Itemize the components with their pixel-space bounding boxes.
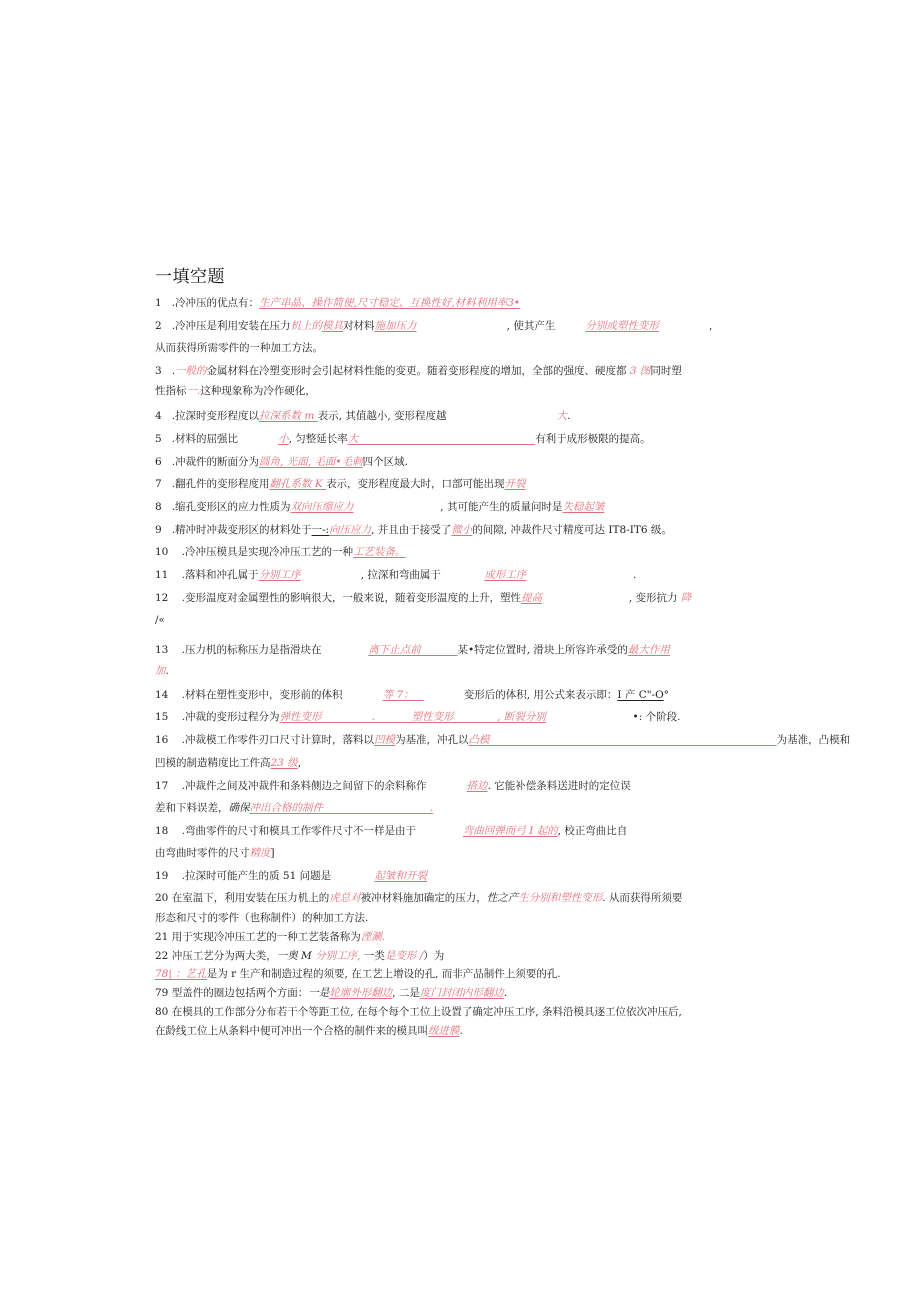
question-text: 20 在室温下，利用安装在压力机上的: [155, 892, 330, 904]
question-text: .: [165, 665, 169, 677]
question-line: [155, 613, 165, 627]
question-line: [155, 664, 169, 678]
question-text: 18 .弯曲零件的尺寸和模具工作零件尺寸不一样是由于: [155, 825, 463, 837]
question-line: [155, 688, 669, 702]
question-line: [155, 1005, 682, 1019]
question-text: 11 .落料和冲孔属于: [155, 569, 259, 581]
handwritten-answer: 圆角, 光面, 毛面•毛刺: [259, 456, 363, 468]
handwritten-answer: 提高: [521, 592, 543, 604]
question-text: 的间隙, 冲裁件尺寸精度可达 IT8-IT6 级。: [472, 524, 672, 536]
question-text: 同时塑: [650, 365, 682, 377]
question-text: 79 型盖件的圈边包括两个方面：: [155, 987, 309, 999]
handwritten-answer: 分别工序,: [315, 950, 361, 962]
question-line: [155, 455, 408, 469]
question-text: 表示, 其值越小, 变形程度越: [317, 410, 557, 422]
italic-text: 一是: [308, 987, 330, 999]
handwritten-answer: 弯曲回弹而弓 I 起的: [462, 825, 558, 837]
handwritten-answer: 一般的: [175, 365, 207, 377]
handwritten-answer: 分别工序: [258, 569, 301, 581]
question-text: 10 .冷冲压模具是实现冷冲压工艺的一种: [155, 546, 354, 558]
handwritten-answer: 轮廓外形翻边: [329, 987, 393, 999]
question-line: [155, 911, 368, 925]
question-line: [155, 477, 526, 491]
question-text: •: 个阶段.: [545, 711, 681, 723]
question-text: 性指标: [155, 385, 187, 397]
question-text: 由弯曲时零件的尺寸: [155, 847, 250, 859]
handwritten-answer: 起皱和开裂: [374, 870, 427, 882]
question-line: [155, 432, 651, 446]
question-line: [155, 891, 682, 905]
handwritten-answer: 双向压缩应力: [290, 501, 354, 513]
question-text: 四个区域.: [362, 456, 408, 468]
handwritten-answer: 大: [347, 433, 536, 445]
underlined-text: 一-:: [311, 524, 330, 536]
question-text: 9 .精冲时冲裁变形区的材料处于: [155, 524, 312, 536]
question-line: [155, 779, 631, 793]
handwritten-answer: 级进膜: [428, 1025, 460, 1037]
question-line: [155, 1024, 463, 1038]
question-text: 表示，变形程度最大时，口部可能出现: [326, 478, 505, 490]
question-text: 这种现象称为冷作硬化，: [200, 385, 316, 397]
question-line: [155, 801, 433, 815]
question-text: ,: [297, 757, 302, 769]
question-line: [155, 846, 275, 860]
handwritten-answer: 凸模: [468, 734, 777, 746]
question-text: , 二是: [392, 987, 420, 999]
handwritten-answer: 微小: [451, 524, 473, 536]
question-line: [155, 319, 712, 333]
question-text: 15 .冲裁的变形过程分为: [155, 711, 280, 723]
handwritten-answer: 模具: [322, 320, 344, 332]
handwritten-answer: 机上的: [290, 320, 323, 332]
question-text: 6 .冲裁件的断面分为: [155, 456, 260, 468]
section-title: 一填空题: [155, 267, 225, 287]
question-text: , 拉深和弯曲属于: [300, 569, 485, 581]
question-text: 2 .冷冲压是利用安装在压力: [155, 320, 291, 332]
question-text: .: [503, 987, 508, 999]
question-text: , 匀整延长率: [288, 433, 348, 445]
question-text: , 并且由于接受了: [371, 524, 452, 536]
handwritten-answer: 湮涮.: [360, 931, 386, 943]
handwritten-answer: 降: [680, 592, 692, 604]
italic-text: 确保: [228, 802, 250, 814]
question-text: 21 用于实现冷冲压工艺的一种工艺装备称为: [155, 931, 361, 943]
question-text: 为基准，冲孔以: [395, 734, 469, 746]
handwritten-answer: 工艺装备。: [353, 546, 406, 558]
question-line: [155, 364, 682, 378]
question-text: 被冲材料施加确定的压力，: [360, 892, 487, 904]
handwritten-answer: 凹模: [374, 734, 396, 746]
question-line: [155, 643, 670, 657]
question-text: 在龄线工位上从条料中便可冲出一个合格的制件来的模具叫: [155, 1025, 428, 1037]
handwritten-answer: 成形工序: [484, 569, 527, 581]
handwritten-answer: 精度: [249, 847, 271, 859]
handwritten-answer: 施加压力: [374, 320, 417, 332]
question-text: 14 .材料在塑性变形中，变形前的体积: [155, 689, 383, 701]
handwritten-answer: 虎总对: [329, 892, 361, 904]
handwritten-answer: 分别或塑性变形: [585, 320, 659, 332]
question-text: .: [526, 569, 637, 581]
handwritten-answer: 弹性变形 . 塑性变形 , 断裂分别: [279, 711, 546, 723]
question-text: 一类: [360, 950, 385, 962]
handwritten-answer: 大: [556, 410, 568, 422]
handwritten-answer: 生产串晶、操作简便,尺寸稳定、互换性好,材料利用率3•: [259, 297, 521, 309]
question-text: 22 冲压工艺分为两大类，: [155, 950, 277, 962]
question-line: [155, 710, 680, 724]
question-text: 金属材料在冷塑变形时会引起材料性能的变更。随着变形程度的增加，全部的强度、硬度都: [206, 365, 630, 377]
underlined-text: I 产 C"-O: [617, 689, 664, 701]
handwritten-answer: 失稳起皱: [562, 501, 605, 513]
italic-text: 性之产: [486, 892, 519, 904]
question-text: , 变形抗力: [542, 592, 681, 604]
question-text: 某•特定位置时, 滑块上所容许承受的: [457, 644, 628, 656]
italic-text: 一奥 M: [276, 950, 316, 962]
question-text: 有利于成形极限的提高。: [535, 433, 651, 445]
handwritten-answer: 拉深系数 m: [259, 410, 318, 422]
handwritten-answer: 冲出合格的制件 .: [249, 802, 434, 814]
handwritten-answer: 等 7：: [382, 689, 424, 701]
question-text: , 校正弯曲比自: [557, 825, 628, 837]
question-line: [155, 296, 520, 310]
question-text: . 它能补偿条料送进时的定位误: [487, 780, 631, 792]
question-text: 12 .变形温度对金属塑性的影响很大，一般来说，随着变形温度的上升，塑性: [155, 592, 522, 604]
question-text: 17 .冲裁件之间及冲裁件和条料侧边之间留下的余料称作: [155, 780, 467, 792]
handwritten-answer: 向压应力: [329, 524, 372, 536]
question-text: 4 .拉深时变形程度以: [155, 410, 260, 422]
handwritten-answer: 生分别和塑性变形: [518, 892, 603, 904]
handwritten-answer: 是变形 /: [384, 950, 424, 962]
question-line: [155, 967, 561, 981]
question-line: [155, 733, 850, 747]
question-text: 8 .缩孔变形区的应力性质为: [155, 501, 291, 513]
question-text: 对材料: [343, 320, 375, 332]
question-line: [155, 930, 385, 944]
question-line: [155, 341, 323, 355]
question-text: /«: [155, 614, 165, 626]
handwritten-answer: 开裂: [504, 478, 526, 490]
question-line: [155, 756, 301, 770]
question-text: .: [567, 410, 571, 422]
handwritten-answer: 离下止点前: [368, 644, 458, 656]
question-text: 80 在模具的工作部分分布若干个等距工位, 在每个每个工位上设置了确定冲压工序, 条料沿模具逐工位依次冲压后,: [155, 1006, 682, 1018]
question-line: [155, 824, 627, 838]
question-text: ]: [270, 847, 275, 859]
question-text: ）为: [423, 950, 445, 962]
question-text: °: [663, 689, 669, 701]
handwritten-answer: 一.: [186, 385, 201, 397]
question-text: .: [459, 1025, 463, 1037]
question-line: [155, 869, 427, 883]
question-line: [155, 949, 444, 963]
question-text: 19 .拉深时可能产生的质 51 问题是: [155, 870, 375, 882]
question-line: [155, 500, 605, 514]
question-line: [155, 568, 636, 582]
question-text: 为基准，凸模和: [776, 734, 851, 746]
question-text: . 从而获得所须要: [602, 892, 683, 904]
question-text: 是为 r 生产和制造过程的须要, 在工艺上增设的孔, 而非产品制件上须要的孔.: [206, 968, 561, 980]
question-text: 3 .: [155, 365, 176, 377]
handwritten-answer: 23 级: [270, 757, 298, 769]
handwritten-answer: 小: [278, 433, 289, 445]
handwritten-answer: 78| ：艺孔: [155, 968, 207, 980]
question-text: 1 .冷冲压的优点有：: [155, 297, 260, 309]
question-line: [155, 591, 691, 605]
handwritten-answer: 加: [155, 665, 166, 677]
handwritten-answer: 搭边: [466, 780, 488, 792]
question-text: 16 .冲裁模工作零件刃口尺寸计算时，落料以: [155, 734, 375, 746]
question-line: [155, 409, 571, 423]
question-line: [155, 986, 507, 1000]
question-line: [155, 545, 406, 559]
question-text: 13 .压力机的标称压力是指滑块在: [155, 644, 369, 656]
handwritten-answer: 最大作用: [627, 644, 670, 656]
question-text: 从而获得所需零件的一种加工方法。: [155, 342, 323, 354]
question-text: 7 .翻孔件的变形程度用: [155, 478, 270, 490]
question-text: , 其可能产生的质量问时是: [353, 501, 563, 513]
question-text: 差和下料误差，: [155, 802, 229, 814]
handwritten-answer: 度门封闭内形翻边: [419, 987, 504, 999]
question-text: 形态和尺寸的零件（也称制件）的种加工方法.: [155, 912, 369, 924]
question-text: ,: [658, 320, 713, 332]
question-line: [155, 384, 316, 398]
question-text: , 使其产生: [416, 320, 586, 332]
question-text: 凹模的制造精度比工件高: [155, 757, 271, 769]
question-text: 变形后的体积, 用公式来表示即：: [423, 689, 618, 701]
question-line: [155, 523, 672, 537]
handwritten-answer: 翻孔系数 K: [269, 478, 327, 490]
question-text: 5 .材料的屈强比: [155, 433, 279, 445]
handwritten-answer: 3 图: [629, 365, 651, 377]
